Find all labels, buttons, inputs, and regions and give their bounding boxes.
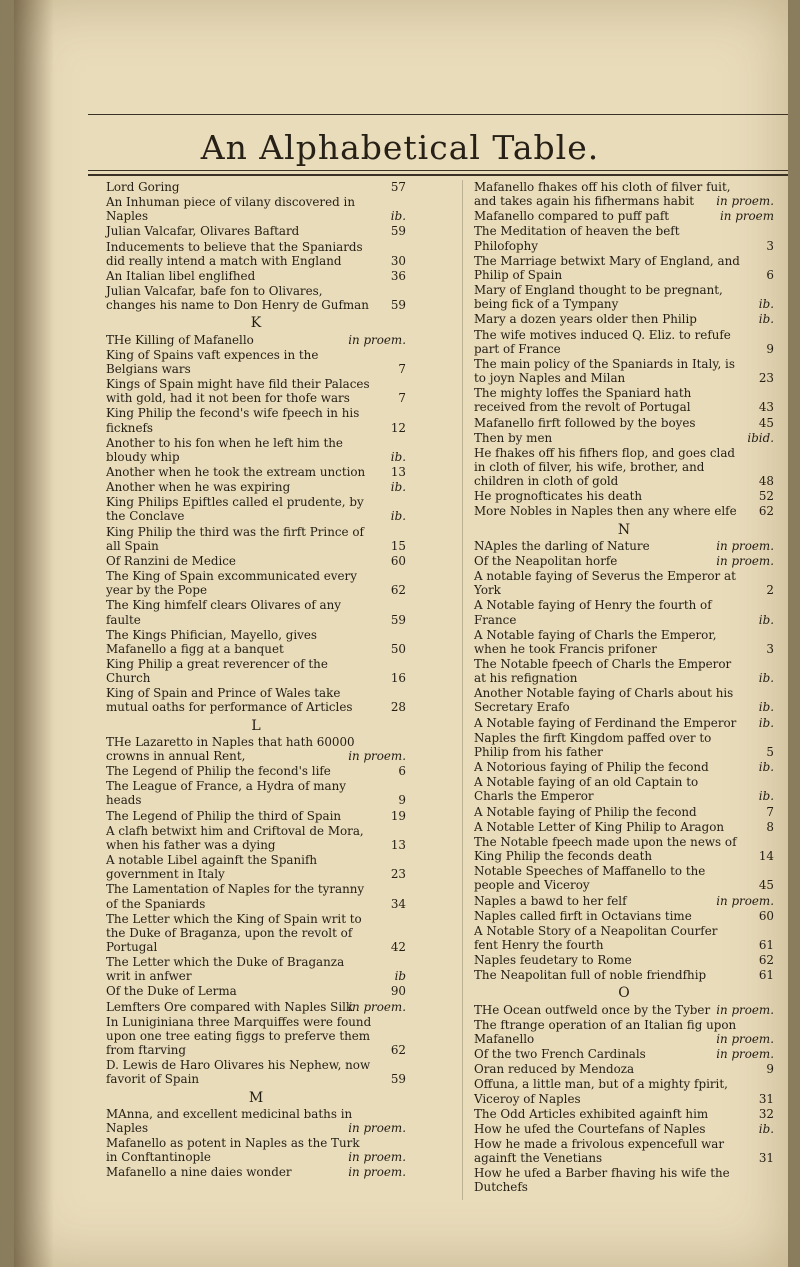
entry-page-ref: ib.: [758, 671, 774, 686]
entry-page-ref: ib.: [390, 449, 406, 464]
entry-page-ref: 15: [390, 538, 406, 553]
entry-text: The ftrange operation of an Italian fig upon Mafanello: [474, 1017, 737, 1046]
entry-text: The King of Spain excommunicated every year by the Pope: [106, 569, 357, 598]
index-entry: [474, 539, 774, 553]
index-entry: [106, 686, 406, 714]
entry-page-ref: ib.: [758, 715, 774, 730]
index-entry: [474, 598, 774, 626]
index-entry: [474, 416, 774, 430]
entry-page-ref: 23: [390, 867, 406, 882]
index-entry: [474, 909, 774, 923]
entry-text: Of the two French Cardinals: [474, 1047, 646, 1062]
entry-page-ref: in proem: [719, 209, 774, 224]
entry-text: The mighty loffes the Spaniard hath received from the revolt of Portugal: [474, 386, 692, 415]
entry-page-ref: 62: [390, 583, 406, 598]
index-entry: [474, 657, 774, 685]
entry-text: King Philip the third was the firft Prince of all Spain: [106, 524, 364, 553]
entry-page-ref: 14: [758, 849, 774, 864]
index-entry: [474, 386, 774, 414]
entry-text: Mary a dozen years older then Philip: [474, 312, 697, 327]
index-entry: [106, 628, 406, 656]
index-entry: [106, 1136, 406, 1164]
entry-text: King Philip the fecond's wife fpeech in his ficknefs: [106, 406, 360, 435]
entry-text: King Philip a great reverencer of the Church: [106, 657, 328, 686]
section-letter: O: [618, 985, 630, 1002]
entry-page-ref: ib.: [758, 760, 774, 775]
entry-text: The Legend of Philip the third of Spain: [106, 808, 342, 823]
entry-text: The King himfelf clears Olivares of any faulte: [106, 598, 342, 627]
index-entry: [106, 465, 406, 479]
entry-text: He prognofticates his death: [474, 489, 643, 504]
entry-text: Offuna, a little man, but of a mighty fpirit, Viceroy of Naples: [474, 1077, 728, 1106]
index-entry: [474, 1062, 774, 1076]
index-entry: [474, 775, 774, 803]
entry-page-ref: 28: [390, 700, 406, 715]
index-entry: [106, 598, 406, 626]
entry-text: The Letter which the King of Spain writ to the Duke of Braganza, upon the revolt of Portugal: [106, 911, 362, 954]
entry-text: Mafanello compared to puff paft: [474, 209, 669, 224]
entry-text: Lord Goring: [106, 180, 180, 194]
entry-page-ref: 57: [390, 180, 406, 194]
entry-page-ref: in proem.: [716, 538, 774, 553]
entry-text: A Notable Letter of King Philip to Aragon: [474, 819, 725, 834]
index-entry: [474, 1107, 774, 1121]
entry-text: Julian Valcafar, Olivares Baftard: [106, 224, 300, 239]
entry-text: The Odd Articles exhibited againft him: [474, 1106, 709, 1121]
index-entry: [474, 716, 774, 730]
index-entry: [474, 805, 774, 819]
index-entry: [106, 984, 406, 998]
page-title: An Alphabetical Table.: [200, 128, 600, 167]
entry-page-ref: ib.: [390, 209, 406, 224]
index-entry: [474, 312, 774, 326]
index-entry: [106, 1107, 406, 1135]
entry-text: The Notable fpeech of Charls the Emperor at his refignation: [474, 657, 732, 686]
section-letter: M: [248, 1089, 264, 1106]
index-entry: [106, 824, 406, 852]
entry-text: THe Ocean outfweld once by the Tyber: [474, 1002, 711, 1017]
entry-text: King of Spains vaft expences in the Belgians wars: [106, 347, 319, 376]
entry-text: A Notable faying of Ferdinand the Emperor: [474, 715, 737, 730]
index-entry: [106, 809, 406, 823]
entry-page-ref: in proem.: [348, 1150, 406, 1165]
entry-page-ref: 59: [390, 1072, 406, 1087]
index-entry: [106, 764, 406, 778]
entry-page-ref: in proem.: [716, 1002, 774, 1017]
index-entry: [106, 735, 406, 763]
entry-page-ref: in proem.: [348, 999, 406, 1014]
index-entry: [106, 1015, 406, 1057]
entry-text: A notable faying of Severus the Emperor at York: [474, 569, 736, 598]
entry-page-ref: 90: [390, 984, 406, 999]
entry-page-ref: 62: [758, 504, 774, 519]
entry-page-ref: ib.: [390, 509, 406, 524]
entry-page-ref: 16: [390, 671, 406, 686]
index-entry: [474, 569, 774, 597]
index-entry: [474, 554, 774, 568]
index-entry: [474, 504, 774, 518]
entry-text: Naples a bawd to her felf: [474, 893, 627, 908]
entry-text: The Kings Phifician, Mayello, gives Mafanello a figg at a banquet: [106, 627, 318, 656]
entry-page-ref: 19: [390, 808, 406, 823]
entry-page-ref: ib.: [758, 312, 774, 327]
entry-page-ref: in proem.: [716, 194, 774, 209]
entry-text: More Nobles in Naples then any where elfe: [474, 504, 737, 519]
entry-page-ref: 62: [758, 953, 774, 968]
entry-text: The main policy of the Spaniards in Italy, is to joyn Naples and Milan: [474, 356, 735, 386]
entry-page-ref: in proem.: [716, 553, 774, 568]
index-entry: [474, 1166, 774, 1194]
entry-page-ref: 31: [758, 1151, 774, 1166]
index-entry: [474, 1122, 774, 1136]
index-entry: [474, 924, 774, 952]
index-entry: [106, 554, 406, 568]
section-letter: K: [250, 315, 262, 332]
entry-page-ref: 50: [390, 641, 406, 656]
index-entry: [106, 240, 406, 268]
title-rule: [88, 170, 788, 171]
left-column: [106, 180, 406, 1180]
index-entry: [474, 224, 774, 252]
entry-text: Inducements to believe that the Spaniards did really intend a match with England: [106, 239, 363, 268]
entry-page-ref: 31: [758, 1091, 774, 1106]
index-entry: [474, 968, 774, 982]
index-entry: [106, 195, 406, 223]
entry-page-ref: 60: [758, 908, 774, 923]
index-entry: [106, 955, 406, 983]
index-entry: [474, 254, 774, 282]
entry-text: How he made a frivolous expencefull war againft the Venetians: [474, 1137, 725, 1166]
entry-text: Of Ranzini de Medice: [106, 553, 236, 568]
index-entry: [474, 864, 774, 892]
entry-page-ref: 52: [758, 489, 774, 504]
entry-page-ref: in proem.: [348, 1165, 406, 1180]
entry-page-ref: 9: [766, 341, 774, 356]
entry-page-ref: ib: [394, 969, 406, 984]
entry-text: Mafanello as potent in Naples as the Turk in Conftantinople: [106, 1136, 360, 1165]
entry-page-ref: 61: [758, 968, 774, 983]
entry-text: NAples the darling of Nature: [474, 538, 650, 553]
section-letter: L: [251, 717, 261, 734]
entry-page-ref: 45: [758, 415, 774, 430]
index-entry: [106, 1058, 406, 1086]
index-entry: [474, 431, 774, 445]
entry-text: Another when he was expiring: [106, 480, 291, 495]
entry-text: An Inhuman piece of vilany discovered in Naples: [106, 195, 355, 224]
entry-text: The Meditation of heaven the beft Philofophy: [474, 224, 680, 253]
index-entry: [106, 569, 406, 597]
entry-page-ref: ib.: [390, 480, 406, 495]
entry-text: Oran reduced by Mendoza: [474, 1062, 635, 1077]
entry-page-ref: 34: [390, 896, 406, 911]
entry-page-ref: 59: [390, 612, 406, 627]
index-entry: [106, 480, 406, 494]
index-entry: [106, 406, 406, 434]
entry-text: An Italian libel englifhed: [106, 268, 256, 283]
entry-page-ref: 43: [758, 400, 774, 415]
entry-page-ref: 3: [766, 238, 774, 253]
entry-page-ref: 9: [766, 1062, 774, 1077]
index-entry: [474, 1137, 774, 1165]
entry-text: Naples called firft in Octavians time: [474, 908, 692, 923]
column-divider: [462, 180, 463, 1200]
index-entry: [474, 628, 774, 656]
entry-text: Another when he took the extream unction: [106, 464, 366, 479]
entry-text: The wife motives induced Q. Eliz. to refufe part of France: [474, 327, 731, 356]
index-entry: [474, 835, 774, 863]
entry-text: Mafanello a nine daies wonder: [106, 1165, 292, 1180]
entry-text: A Notable faying of Henry the fourth of France: [474, 598, 712, 627]
entry-page-ref: in proem.: [348, 332, 406, 347]
index-entry: [474, 328, 774, 356]
entry-text: A Notable faying of Philip the fecond: [474, 804, 697, 819]
entry-page-ref: 62: [390, 1043, 406, 1058]
index-entry: [474, 731, 774, 759]
entry-page-ref: in proem.: [716, 893, 774, 908]
entry-page-ref: 2: [766, 583, 774, 598]
entry-text: The Lamentation of Naples for the tyranny of the Spaniards: [106, 882, 365, 911]
title-rule-double: [88, 174, 788, 176]
entry-text: Kings of Spain might have fild their Palaces with gold, had it not been for thofe wars: [106, 377, 370, 406]
entry-page-ref: in proem.: [716, 1047, 774, 1062]
index-entry: [106, 495, 406, 523]
entry-text: Mary of England thought to be pregnant, being fick of a Tympany: [474, 283, 723, 312]
index-entry: [106, 284, 406, 312]
index-entry: [106, 348, 406, 376]
index-entry: [474, 820, 774, 834]
entry-page-ref: 3: [766, 641, 774, 656]
section-letter: N: [617, 521, 631, 538]
entry-text: Lemfters Ore compared with Naples Silk: [106, 999, 354, 1014]
index-entry: [106, 779, 406, 807]
entry-text: Mafanello fhakes off his cloth of filver fuit, and takes again his fifhermans habit: [474, 180, 731, 209]
entry-text: Julian Valcafar, bafe fon to Olivares, changes his name to Don Henry de Gufman: [106, 284, 369, 313]
entry-text: The Letter which the Duke of Braganza writ in anfwer: [106, 955, 345, 984]
entry-text: Of the Duke of Lerma: [106, 984, 237, 999]
entry-text: A Notable faying of Charls the Emperor, when he took Francis prifoner: [474, 627, 717, 656]
index-entry: [106, 333, 406, 347]
entry-text: Another Notable faying of Charls about his Secretary Erafo: [474, 686, 734, 715]
index-entry: [474, 1077, 774, 1105]
entry-page-ref: 8: [766, 819, 774, 834]
entry-text: Notable Speeches of Maffanello to the people and Viceroy: [474, 864, 706, 893]
entry-page-ref: in proem.: [716, 1031, 774, 1046]
entry-text: THe Killing of Mafanello: [106, 332, 254, 347]
entry-page-ref: ib.: [758, 297, 774, 312]
entry-text: In Luniginiana three Marquiffes were found upon one tree eating figgs to preferve them from ftarving: [106, 1014, 372, 1058]
entry-text: A Notable faying of an old Captain to Charls the Emperor: [474, 775, 699, 804]
entry-page-ref: in proem.: [348, 748, 406, 763]
entry-text: Mafanello firft followed by the boyes: [474, 415, 696, 430]
entry-page-ref: 61: [758, 937, 774, 952]
entry-page-ref: 42: [390, 939, 406, 954]
entry-page-ref: 13: [390, 837, 406, 852]
index-entry: [106, 912, 406, 954]
entry-page-ref: 60: [390, 553, 406, 568]
page-gutter-shadow: [14, 0, 54, 1267]
entry-text: The Neapolitan full of noble friendfhip: [474, 968, 707, 983]
index-entry: [474, 357, 774, 385]
entry-page-ref: 9: [398, 793, 406, 808]
index-entry: [106, 269, 406, 283]
entry-text: D. Lewis de Haro Olivares his Nephew, now favorit of Spain: [106, 1058, 371, 1087]
index-entry: [474, 283, 774, 311]
index-entry: [474, 489, 774, 503]
entry-text: A clafh betwixt him and Criftoval de Mora, when his father was a dying: [106, 823, 364, 852]
entry-text: The League of France, a Hydra of many heads: [106, 779, 346, 808]
entry-text: A notable Libel againft the Spanifh government in Italy: [106, 853, 318, 882]
entry-page-ref: 59: [390, 224, 406, 239]
index-entry: [474, 1018, 774, 1046]
entry-text: Naples feudetary to Rome: [474, 953, 632, 968]
entry-text: The Legend of Philip the fecond's life: [106, 764, 331, 779]
entry-text: Of the Neapolitan horfe: [474, 553, 618, 568]
top-rule: [88, 114, 788, 115]
index-entry: [474, 686, 774, 714]
entry-page-ref: 59: [390, 298, 406, 313]
index-entry: [106, 224, 406, 238]
entry-text: Naples the firft Kingdom paffed over to Philip from his father: [474, 730, 712, 759]
entry-page-ref: 12: [390, 420, 406, 435]
index-entry: [106, 436, 406, 464]
right-column: [474, 180, 774, 1196]
index-entry: [106, 882, 406, 910]
entry-text: Then by men: [474, 430, 553, 445]
entry-text: A Notorious faying of Philip the fecond: [474, 760, 709, 775]
index-entry: [474, 760, 774, 774]
entry-text: King of Spain and Prince of Wales take mutual oaths for performance of Articles: [106, 686, 353, 715]
index-entry: [106, 853, 406, 881]
entry-page-ref: in proem.: [348, 1120, 406, 1135]
entry-page-ref: 36: [390, 268, 406, 283]
index-entry: [106, 525, 406, 553]
entry-page-ref: 48: [758, 474, 774, 489]
entry-page-ref: 13: [390, 464, 406, 479]
index-entry: [474, 180, 774, 208]
entry-page-ref: 7: [398, 361, 406, 376]
entry-page-ref: ib.: [758, 612, 774, 627]
entry-page-ref: 45: [758, 878, 774, 893]
index-entry: [474, 446, 774, 488]
entry-page-ref: ib.: [758, 700, 774, 715]
index-entry: [474, 209, 774, 223]
entry-text: A Notable Story of a Neapolitan Courfer fent Henry the fourth: [474, 923, 718, 952]
entry-page-ref: 30: [390, 253, 406, 268]
entry-text: How he ufed a Barber fhaving his wife the Dutchefs: [474, 1166, 730, 1195]
index-entry: [106, 657, 406, 685]
index-entry: [474, 894, 774, 908]
entry-page-ref: 7: [766, 804, 774, 819]
entry-text: Another to his fon when he left him the bloudy whip: [106, 435, 343, 464]
entry-page-ref: ibid.: [747, 430, 774, 445]
entry-page-ref: ib.: [758, 789, 774, 804]
entry-text: How he ufed the Courtefans of Naples: [474, 1121, 706, 1136]
entry-text: The Marriage betwixt Mary of England, and Philip of Spain: [474, 253, 740, 282]
entry-page-ref: ib.: [758, 1121, 774, 1136]
index-entry: [106, 1000, 406, 1014]
entry-page-ref: 5: [766, 744, 774, 759]
entry-text: He fhakes off his fifhers flop, and goes clad in cloth of filver, his wife, brother, and children in cloth of gold: [474, 445, 736, 489]
entry-page-ref: 6: [766, 267, 774, 282]
index-entry: [474, 953, 774, 967]
entry-text: King Philips Epiftles called el prudente, by the Conclave: [106, 495, 364, 524]
entry-text: The Notable fpeech made upon the news of King Philip the feconds death: [474, 834, 737, 864]
entry-page-ref: 23: [758, 371, 774, 386]
index-entry: [106, 377, 406, 405]
entry-page-ref: 6: [398, 764, 406, 779]
entry-text: MAnna, and excellent medicinal baths in Naples: [106, 1106, 353, 1135]
index-entry: [474, 1003, 774, 1017]
index-entry: [106, 180, 406, 194]
entry-page-ref: 7: [398, 391, 406, 406]
index-entry: [474, 1047, 774, 1061]
entry-text: THe Lazaretto in Naples that hath 60000 crowns in annual Rent,: [106, 734, 355, 763]
entry-page-ref: 32: [758, 1106, 774, 1121]
index-entry: [106, 1165, 406, 1179]
